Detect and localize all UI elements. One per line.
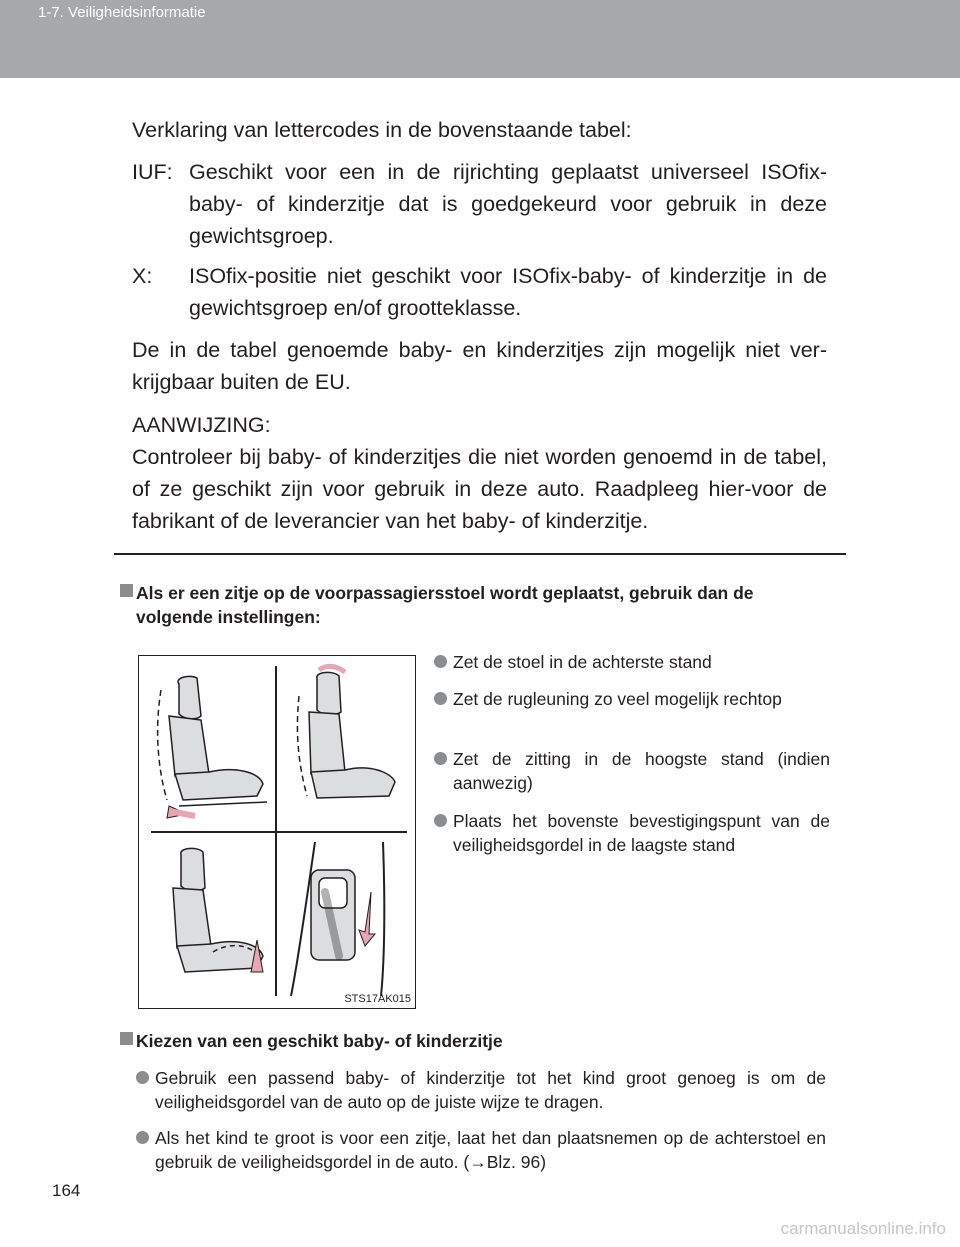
section-heading-choose-seat: Kiezen van een geschikt baby- of kinderzitje bbox=[120, 1029, 832, 1053]
list-item: Plaats het bovenste bevestigingspunt van de veiligheidsgordel in de laagste stand bbox=[434, 809, 830, 857]
belt-anchor-icon bbox=[291, 842, 384, 996]
bullet-icon bbox=[136, 1071, 149, 1084]
page-number: 164 bbox=[52, 1181, 81, 1200]
list-item: Zet de rugleuning zo veel mogelijk rechtop bbox=[434, 687, 830, 711]
seatback-upright-icon bbox=[297, 666, 395, 798]
seat-height-icon bbox=[173, 848, 263, 972]
definition-x bbox=[132, 260, 827, 324]
chapter-title: 1-7. Veiligheidsinformatie bbox=[38, 4, 206, 21]
section-divider bbox=[114, 553, 846, 555]
list-item: Zet de zitting in de hoogste stand (indien aanwezig) bbox=[434, 747, 830, 795]
note-text: Controleer bij baby- of kinderzitjes die niet worden genoemd in de tabel, of ze geschikt zijn voor gebruik in deze auto. Raadpleeg hier-voor de fabrikant of de leverancier van het baby- of kinderzitje. bbox=[132, 445, 827, 533]
bullet-icon bbox=[434, 692, 447, 705]
bullet-icon bbox=[434, 752, 447, 765]
note-title: AANWIJZING: bbox=[132, 413, 271, 437]
bullet-icon bbox=[434, 655, 447, 668]
heading-square-icon bbox=[120, 584, 133, 597]
list-item: Zet de stoel in de achterste stand bbox=[434, 650, 830, 674]
bullet-icon bbox=[434, 814, 447, 827]
code-x: X: bbox=[132, 264, 153, 288]
watermark: carmanualsonline.info bbox=[780, 1219, 946, 1238]
list-item: Gebruik een passend baby- of kinderzitje tot het kind groot genoeg is om de veiligheidsgordel van de auto op de juiste wijze te dragen. bbox=[136, 1066, 826, 1114]
bullet-icon bbox=[136, 1131, 149, 1144]
definition-x-text: ISOfix-positie niet geschikt voor ISOfix-baby- of kinderzitje in de gewichtsgroep en/of grootteklasse. bbox=[189, 264, 827, 320]
section-heading-front-seat: Als er een zitje op de voorpassagiersstoel wordt geplaatst, gebruik dan de volgende instellingen: bbox=[120, 581, 832, 629]
heading-square-icon bbox=[120, 1032, 133, 1045]
definition-iuf bbox=[132, 156, 827, 252]
list-item: Als het kind te groot is voor een zitje, laat het dan plaatsnemen op de achterstoel en gebruik de veiligheidsgordel in de auto. (→Blz. 96) bbox=[136, 1126, 826, 1174]
page-header bbox=[0, 0, 960, 78]
seat-illustration-svg bbox=[139, 656, 417, 1010]
seat-slide-icon bbox=[158, 676, 267, 818]
figure-code: STS17AK015 bbox=[344, 993, 411, 1005]
code-iuf: IUF: bbox=[132, 160, 173, 184]
explanation-title: Verklaring van lettercodes in de bovenstaande tabel: bbox=[132, 118, 632, 142]
availability-note: De in de tabel genoemde baby- en kinderzitjes zijn mogelijk niet ver-krijgbaar buiten de EU. bbox=[132, 338, 827, 394]
seat-adjustment-illustration bbox=[138, 655, 416, 1009]
definition-iuf-text: Geschikt voor een in de rijrichting geplaatst universeel ISOfix-baby- of kinderzitje dat is goedgekeurd voor gebruik in deze gewichtsgroep. bbox=[189, 160, 827, 248]
